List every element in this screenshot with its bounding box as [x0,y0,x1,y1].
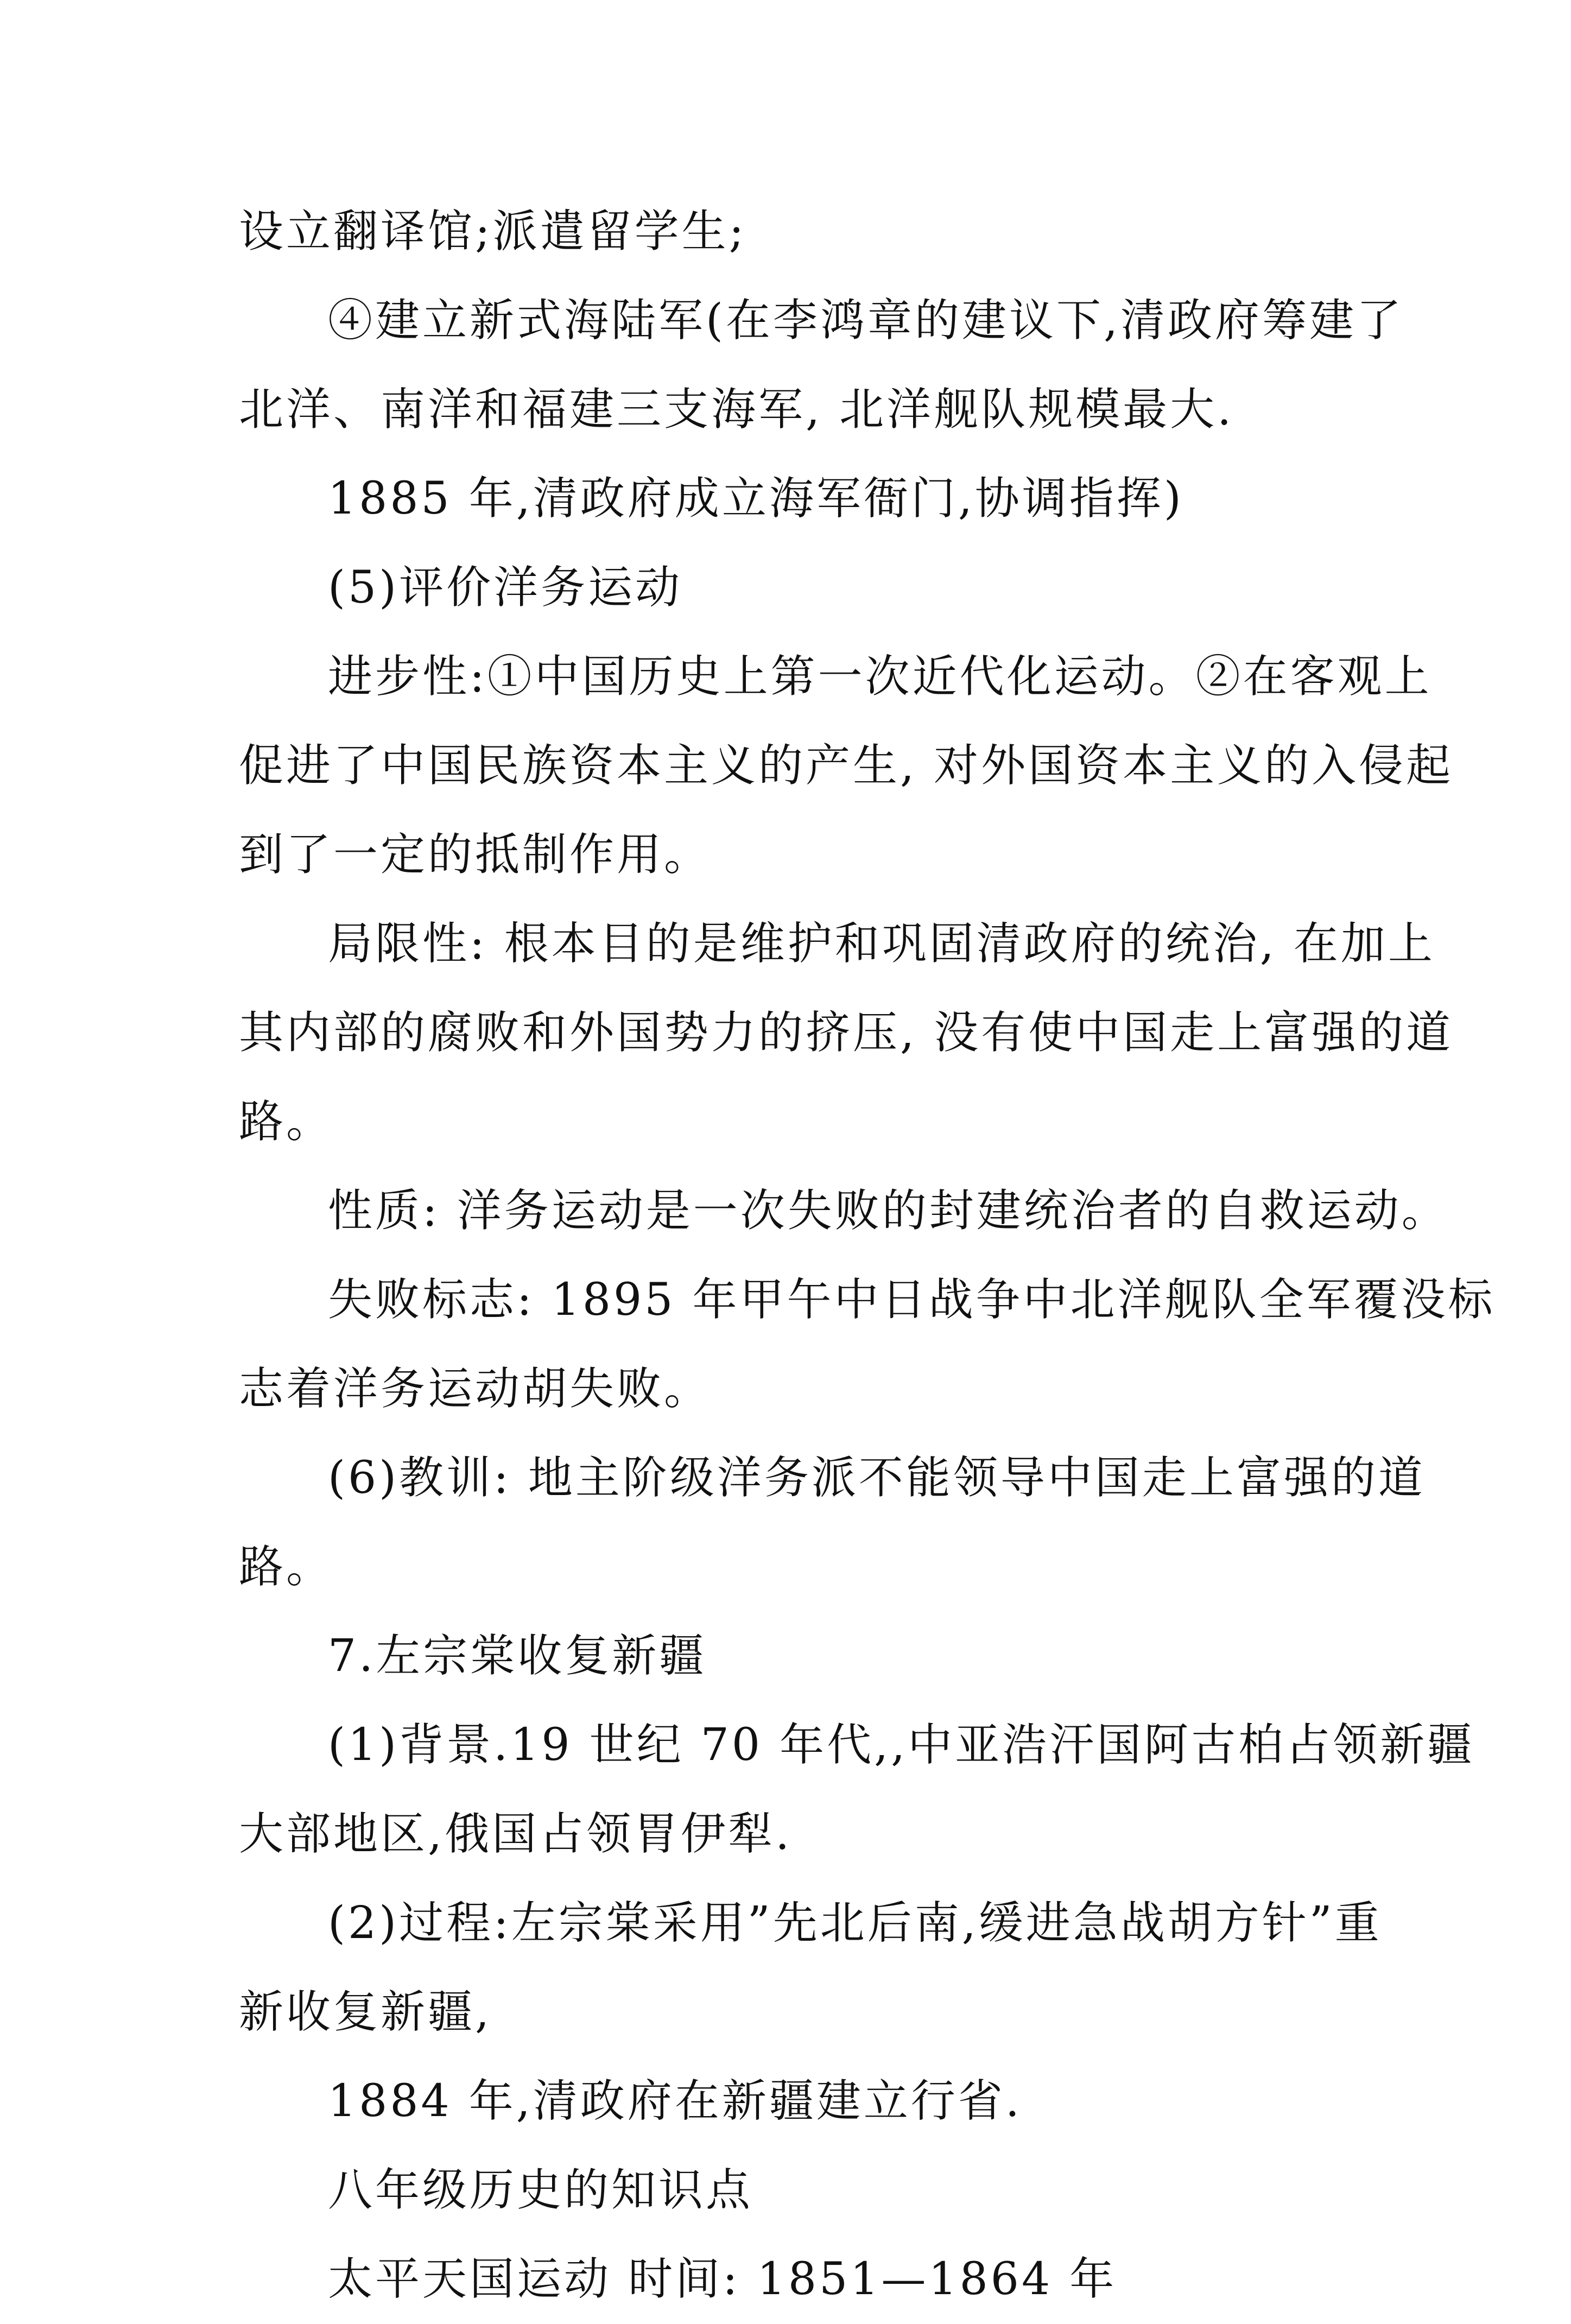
text-line: 八年级历史的知识点 [328,2164,753,2216]
text-line: 路。 [239,1096,334,1148]
text-line: 局限性: 根本目的是维护和巩固清政府的统治, 在加上 [328,918,1435,970]
text-line: 进步性:①中国历史上第一次近代化运动。②在客观上 [328,651,1432,702]
text-line: 7.左宗棠收复新疆 [328,1630,707,1682]
text-line: 1884 年,清政府在新疆建立行省. [328,2075,1022,2127]
document-body [239,187,1496,2324]
text-line: 志着洋务运动胡失败。 [239,1363,712,1415]
text-line: 北洋、南洋和福建三支海军, 北洋舰队规模最大. [239,384,1234,435]
text-line: (6)教训: 地主阶级洋务派不能领导中国走上富强的道 [328,1452,1426,1504]
text-line: 失败标志: 1895 年甲午中日战争中北洋舰队全军覆没标 [328,1274,1496,1326]
text-line: 大部地区,俄国占领胃伊犁. [239,1808,793,1860]
text-line: 新收复新疆, [239,1986,492,2038]
text-line: 路。 [239,1541,334,1593]
text-line: 太平天国运动 时间: 1851—1864 年 [328,2253,1117,2305]
text-line: 1885 年,清政府成立海军衙门,协调指挥) [328,473,1184,524]
text-line: 设立翻译馆;派遣留学生; [239,206,747,257]
text-line: (2)过程:左宗棠采用”先北后南,缓进急战胡方针”重 [328,1897,1382,1949]
text-line: ④建立新式海陆军(在李鸿章的建议下,清政府筹建了 [328,295,1404,346]
text-line: 性质: 洋务运动是一次失败的封建统治者的自救运动。 [328,1185,1449,1237]
text-line: 促进了中国民族资本主义的产生, 对外国资本主义的入侵起 [239,740,1454,791]
text-line: 其内部的腐败和外国势力的挤压, 没有使中国走上富强的道 [239,1007,1454,1059]
text-line: (1)背景.19 世纪 70 年代,,中亚浩汗国阿古柏占领新疆 [328,1719,1475,1771]
text-line: (5)评价洋务运动 [328,562,683,613]
text-line: 到了一定的抵制作用。 [239,829,712,881]
